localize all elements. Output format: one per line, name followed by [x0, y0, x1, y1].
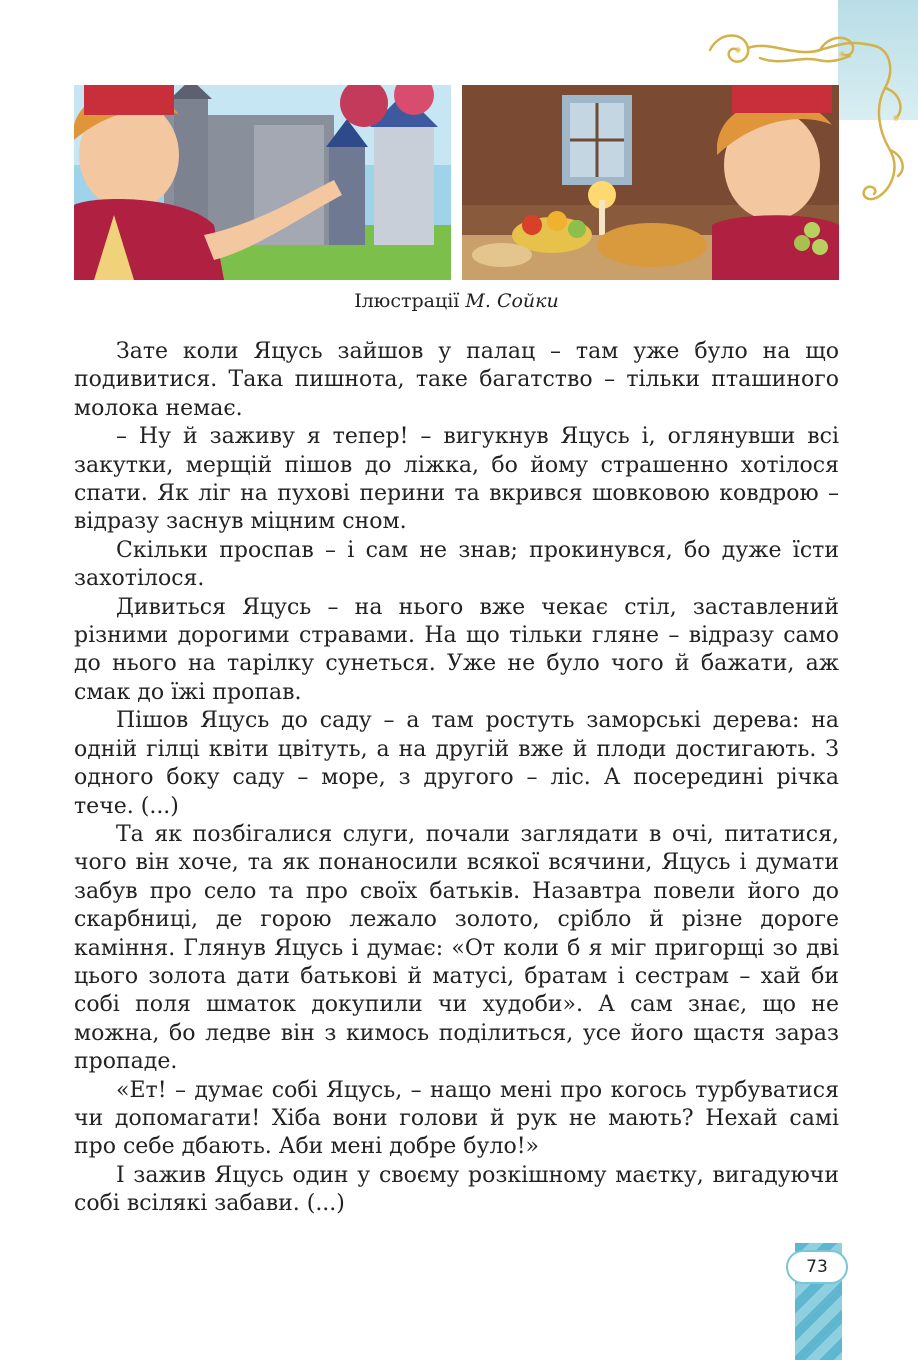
- paragraph: Зате коли Яцусь зайшов у палац – там уже було на що подивитися. Така пишнота, таке багатство – тільки пташиного молока немає.: [74, 339, 839, 421]
- paragraph: «Ет! – думає собі Яцусь, – нащо мені про когось турбуватися чи допомагати! Хіба вони голови й рук не мають? Нехай самі про себе дбають. Аби мені добре було!»: [74, 1077, 839, 1160]
- illustration-prince-feast: [462, 85, 839, 280]
- caption-author: М. Сойки: [465, 290, 559, 312]
- paragraph: Дивиться Яцусь – на нього вже чекає стіл, заставлений різними дорогими стравами. На що тільки гляне – відразу само до нього на тарілку сунеться. Уже не було чого й бажати, аж смак до їжі пропав.: [74, 594, 839, 705]
- caption-prefix: Ілюстрації: [354, 290, 460, 312]
- paragraph: І зажив Яцусь один у своєму розкішному маєтку, вигадуючи собі всілякі забави. (...): [74, 1162, 839, 1217]
- page-number: 73: [786, 1250, 848, 1284]
- paragraph: Скільки проспав – і сам не знав; прокинувся, бо дуже їсти захотілося.: [74, 537, 839, 592]
- paragraph: Та як позбігалися слуги, почали заглядати в очі, питатися, чого він хоче, та як понаносили всякої всячини, Яцусь і думати забув про село та про своїх батьків. Назавтра повели його до скарбниці, де горою лежало золото, срібло й різне дороге каміння. Глянув Яцусь і думає: «От коли б я міг пригорщі зо дві цього золота дати батькові й матусі, братам і сестрам – хай би собі поля шматок докупили чи худоби». А сам знає, що не можна, бо ледве він з кимось поділиться, усе його щастя зараз пропаде.: [74, 821, 839, 1075]
- paragraph: – Ну й заживу я тепер! – вигукнув Яцусь і, оглянувши всі закутки, мерщій пішов до ліжка, бо йому страшенно хотілося спати. Як ліг на пухові перини та вкрився шовковою ковдрою – відразу заснув міцним сном.: [74, 424, 839, 535]
- story-text: [74, 338, 839, 1219]
- illustration-caption: [74, 290, 839, 312]
- paragraph: Пішов Яцусь до саду – а там ростуть заморські дерева: на одній гілці квіти цвітуть, а на другій вже й плоди достигають. З одного боку саду – море, з другого – ліс. А посередині річка тече. (...): [74, 708, 839, 819]
- illustration-prince-castle: [74, 85, 451, 280]
